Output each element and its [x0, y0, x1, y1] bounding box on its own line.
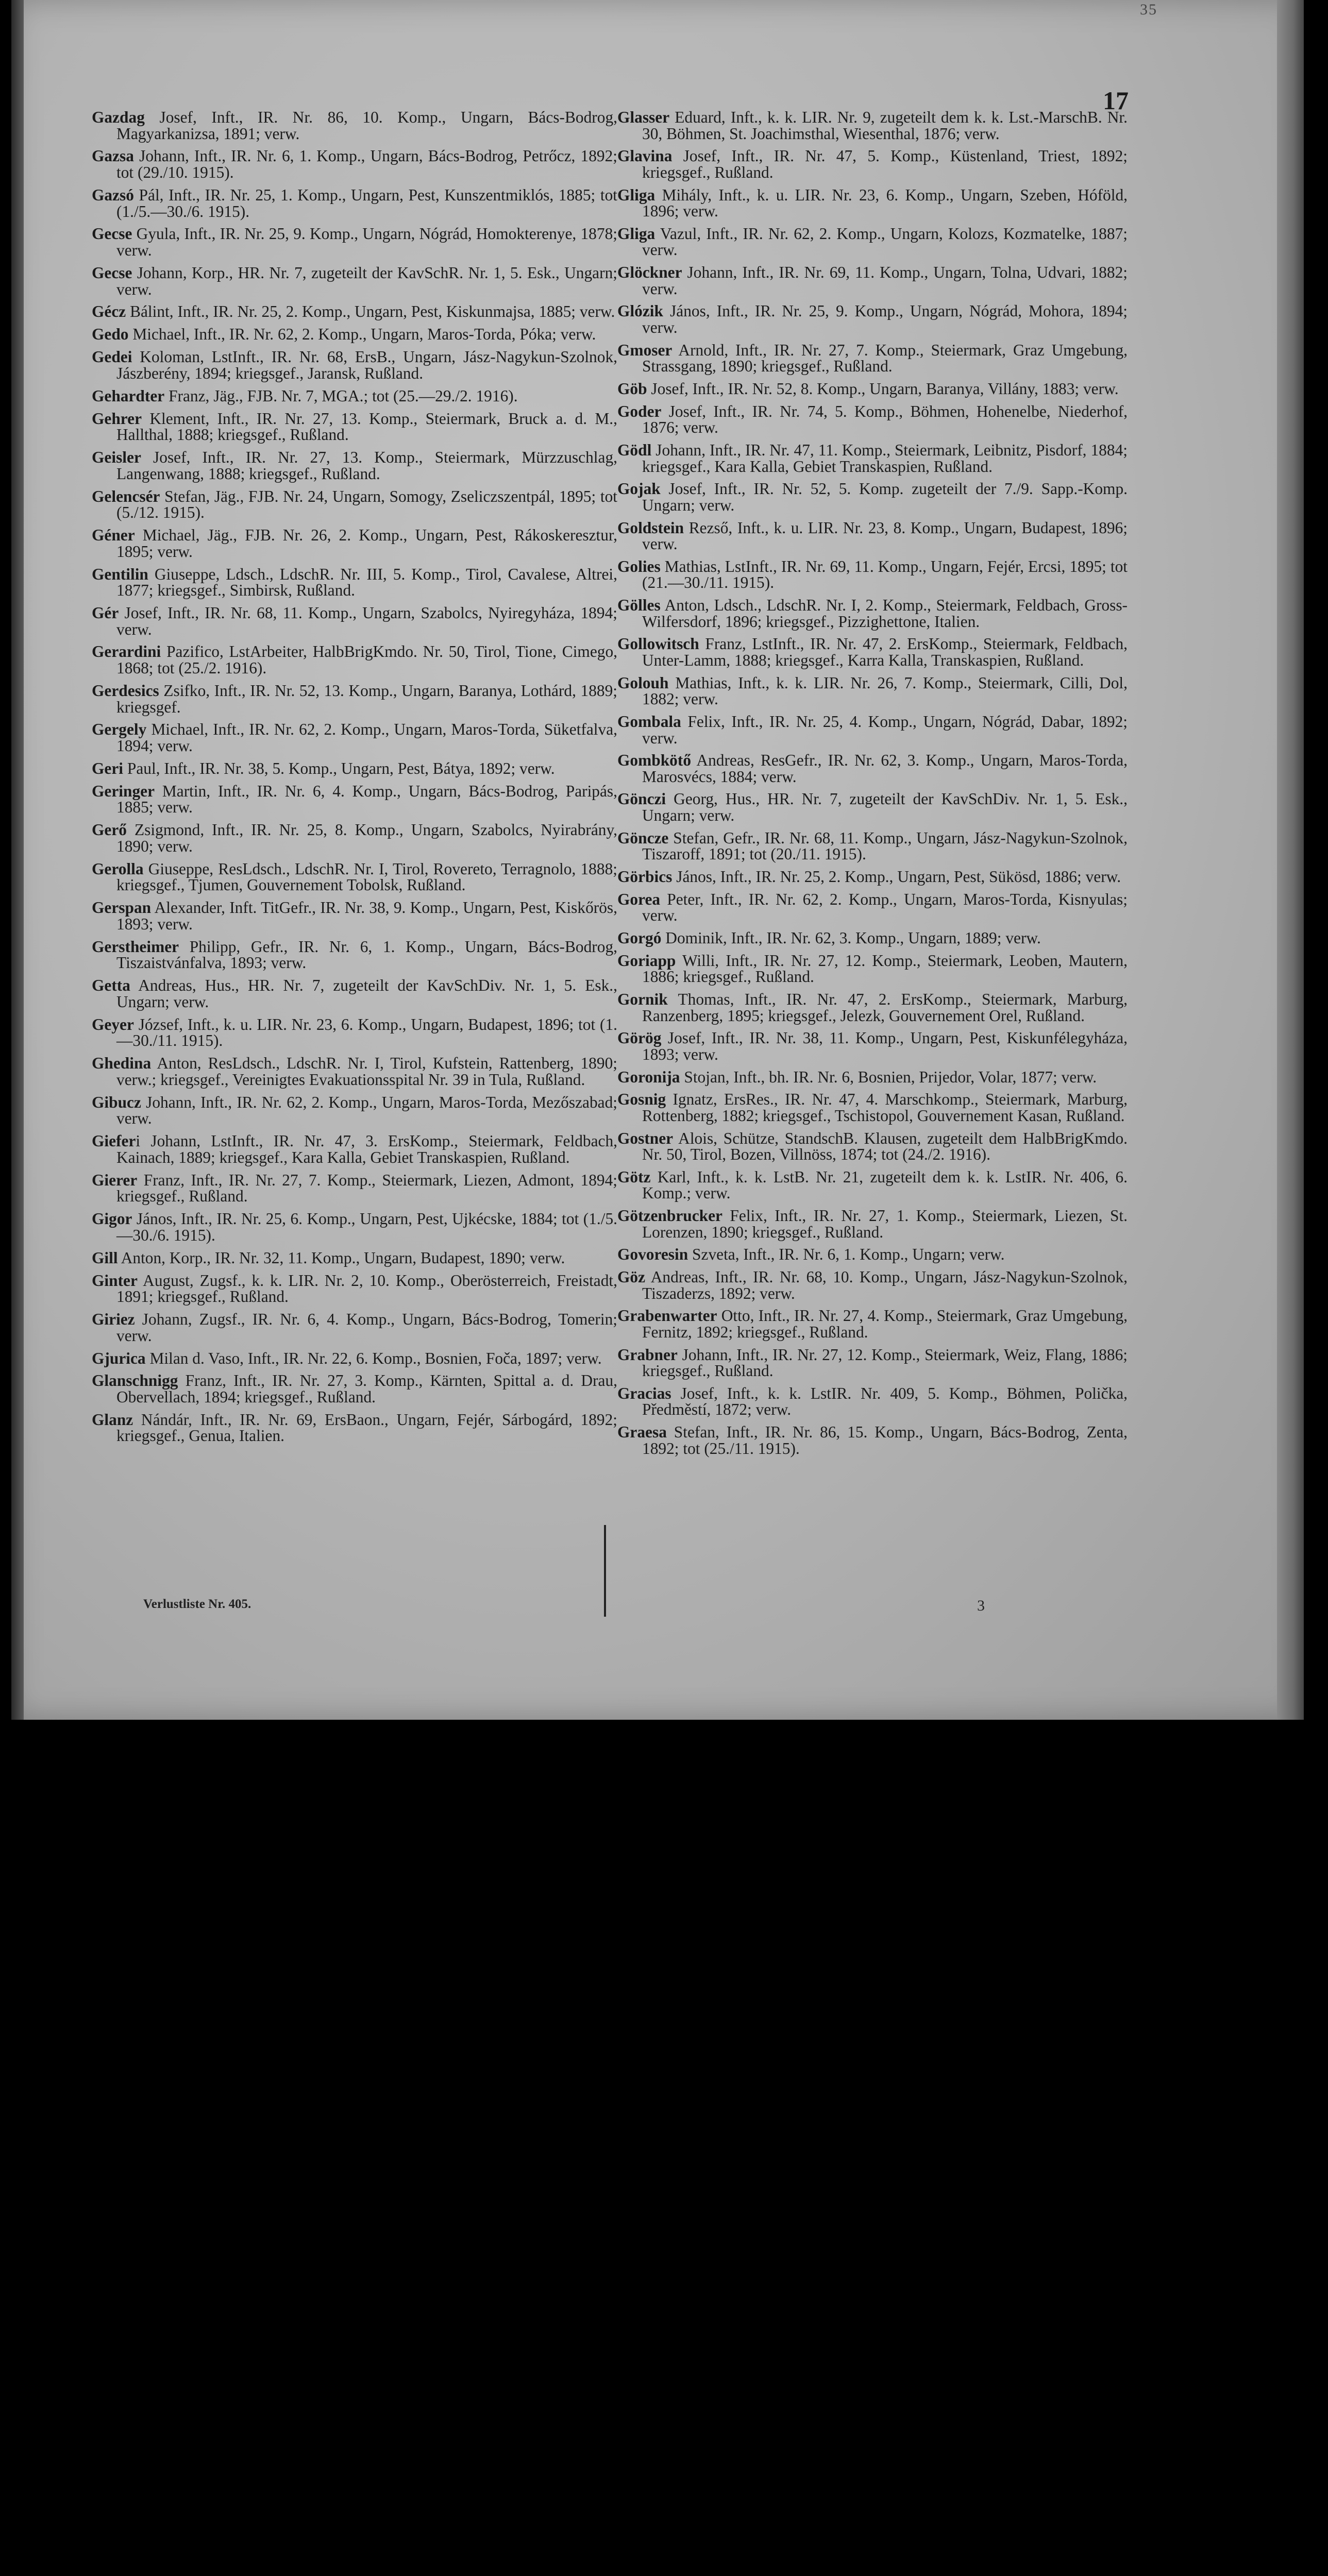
list-entry: [617, 953, 1128, 985]
entry-surname: Göb: [617, 379, 647, 398]
scanned-page: [11, 0, 1304, 1720]
list-entry: [92, 1133, 617, 1165]
entry-surname: Govoresin: [617, 1245, 688, 1264]
entry-surname: Gerardini: [92, 642, 161, 661]
list-entry: [92, 1016, 617, 1049]
entry-details: Michael, Inft., IR. Nr. 62, 2. Komp., Ungarn, Maros-Torda, Póka; verw.: [128, 325, 596, 344]
entry-surname: Gerstheimer: [92, 937, 179, 956]
list-entry: [617, 226, 1128, 258]
list-entry: [92, 148, 617, 180]
entry-details: Zsigmond, Inft., IR. Nr. 25, 8. Komp., Ungarn, Szabolcs, Nyirabrány, 1890; verw.: [116, 821, 617, 855]
entry-details: Josef, Inft., IR. Nr. 86, 10. Komp., Ungarn, Bács-Bodrog, Magyarkanizsa, 1891; verw.: [116, 108, 617, 143]
entry-surname: Gorea: [617, 890, 661, 908]
list-entry: [92, 1372, 617, 1405]
list-entry: [92, 643, 617, 676]
list-entry: [617, 520, 1128, 552]
entry-details: Josef, Inft., IR. Nr. 47, 5. Komp., Küstenland, Triest, 1892; kriegsgef., Rußland.: [642, 147, 1128, 181]
entry-details: Franz, Jäg., FJB. Nr. 7, MGA.; tot (25.—29./2. 1916).: [164, 386, 518, 405]
entry-surname: Gedei: [92, 348, 132, 366]
entry-details: Alexander, Inft. TitGefr., IR. Nr. 38, 9. Komp., Ungarn, Pest, Kiskőrös, 1893; verw.: [116, 899, 617, 933]
list-entry: [617, 1246, 1128, 1263]
list-entry: [92, 1172, 617, 1205]
entry-surname: Gorgó: [617, 929, 662, 947]
entry-surname: Gerspan: [92, 899, 152, 917]
entry-details: Josef, Inft., IR. Nr. 38, 11. Komp., Ungarn, Pest, Kiskunfélegyháza, 1893; verw.: [642, 1029, 1128, 1063]
entry-surname: Gjurica: [92, 1349, 146, 1367]
entry-surname: Gliga: [617, 185, 655, 204]
entry-details: i Johann, LstInft., IR. Nr. 47, 3. ErsKomp., Steiermark, Feldbach, Kainach, 1889; kriegsgef., Kara Kalla, Gebiet Transkaspien, Rußland.: [116, 1132, 617, 1166]
list-entry: [617, 442, 1128, 474]
list-entry: [92, 822, 617, 854]
left-column: [92, 109, 617, 1450]
entry-surname: Glasser: [617, 108, 670, 126]
list-entry: [92, 1094, 617, 1127]
entry-details: Franz, LstInft., IR. Nr. 47, 2. ErsKomp., Steiermark, Feldbach, Unter-Lamm, 1888; kriegsgef., Karra Kalla, Transkaspien, Rußland.: [642, 635, 1128, 669]
entry-surname: Glanschnigg: [92, 1371, 178, 1390]
list-entry: [617, 891, 1128, 924]
entry-surname: Goriapp: [617, 951, 676, 970]
entry-details: Koloman, LstInft., IR. Nr. 68, ErsB., Ungarn, Jász-Nagykun-Szolnok, Jászberény, 1894; kriegsgef., Jaransk, Rußland.: [116, 348, 617, 382]
list-entry: [92, 1211, 617, 1243]
entry-surname: Gönczi: [617, 790, 666, 808]
entry-surname: Geri: [92, 759, 124, 777]
list-entry: [92, 527, 617, 560]
list-entry: [92, 265, 617, 297]
entry-details: Franz, Inft., IR. Nr. 27, 3. Komp., Kärnten, Spittal a. d. Drau, Obervellach, 1894; kriegsgef., Rußland.: [116, 1371, 617, 1406]
entry-surname: Götz: [617, 1167, 651, 1186]
list-entry: [617, 1130, 1128, 1163]
entry-details: Andreas, ResGefr., IR. Nr. 62, 3. Komp., Ungarn, Maros-Torda, Marosvécs, 1884; verw.: [642, 751, 1128, 786]
entry-details: Mathias, LstInft., IR. Nr. 69, 11. Komp., Ungarn, Fejér, Ercsi, 1895; tot (21.—30./11. 1915).: [642, 557, 1128, 592]
entry-details: Pazifico, LstArbeiter, HalbBrigKmdo. Nr. 50, Tirol, Tione, Cimego, 1868; tot (25./2. 1916).: [116, 642, 617, 677]
entry-surname: Goder: [617, 402, 662, 420]
entry-details: Mathias, Inft., k. k. LIR. Nr. 26, 7. Komp., Steiermark, Cilli, Dol, 1882; verw.: [642, 673, 1128, 708]
list-entry: [617, 187, 1128, 219]
entry-surname: Glavina: [617, 147, 673, 165]
entry-surname: Gecse: [92, 263, 132, 282]
entry-surname: Gollowitsch: [617, 635, 699, 653]
entry-surname: Gosnig: [617, 1090, 666, 1109]
list-entry: [92, 783, 617, 816]
entry-surname: Getta: [92, 976, 130, 995]
entry-details: August, Zugsf., k. k. LIR. Nr. 2, 10. Komp., Oberösterreich, Freistadt, 1891; kriegsgef., Rußland.: [116, 1271, 617, 1306]
list-entry: [92, 900, 617, 932]
entry-details: Peter, Inft., IR. Nr. 62, 2. Komp., Ungarn, Maros-Torda, Kisnyulas; verw.: [642, 890, 1128, 925]
entry-details: Felix, Inft., IR. Nr. 27, 1. Komp., Steiermark, Liezen, St. Lorenzen, 1890; kriegsgef., Rußland.: [642, 1207, 1128, 1241]
entry-surname: Golies: [617, 557, 661, 575]
list-entry: [617, 381, 1128, 397]
entry-details: János, Inft., IR. Nr. 25, 2. Komp., Ungarn, Pest, Sükösd, 1886; verw.: [672, 868, 1121, 886]
list-entry: [617, 675, 1128, 707]
list-entry: [617, 264, 1128, 297]
entry-details: Ignatz, ErsRes., IR. Nr. 47, 4. Marschkomp., Steiermark, Marburg, Rottenberg, 1882; kriegsgef., Tschistopol, Gouvernement Kasan, Rußland.: [642, 1090, 1128, 1125]
entry-details: Giuseppe, ResLdsch., LdschR. Nr. I, Tirol, Rovereto, Terragnolo, 1888; kriegsgef., Tjumen, Gouvernement Tobolsk, Rußland.: [116, 859, 617, 894]
list-entry: [92, 861, 617, 893]
list-entry: [617, 1169, 1128, 1201]
list-entry: [92, 566, 617, 599]
entry-surname: Grabenwarter: [617, 1307, 717, 1325]
entry-details: Johann, Inft., IR. Nr. 69, 11. Komp., Ungarn, Tolna, Udvari, 1882; verw.: [642, 263, 1128, 298]
list-entry: [92, 411, 617, 443]
entry-surname: Gombkötő: [617, 751, 692, 770]
entry-surname: Görbics: [617, 868, 673, 886]
entry-details: Josef, Inft., IR. Nr. 68, 11. Komp., Ungarn, Szabolcs, Nyiregyháza, 1894; verw.: [116, 604, 617, 638]
list-entry: [617, 1269, 1128, 1301]
entry-surname: Giefer: [92, 1132, 136, 1150]
entry-surname: Gér: [92, 604, 119, 622]
entry-details: Johann, Inft., IR. Nr. 27, 12. Komp., Steiermark, Weiz, Flang, 1886; kriegsgef., Rußland.: [642, 1345, 1128, 1380]
entry-details: Johann, Inft., IR. Nr. 6, 1. Komp., Ungarn, Bács-Bodrog, Petrőcz, 1892; tot (29./10. 1915).: [116, 147, 617, 182]
entry-surname: Geringer: [92, 782, 155, 800]
entry-surname: Göncze: [617, 828, 669, 847]
list-entry: [617, 869, 1128, 885]
list-entry: [92, 349, 617, 381]
list-entry: [617, 1385, 1128, 1418]
entry-surname: Glöckner: [617, 263, 682, 282]
list-entry: [92, 1412, 617, 1444]
list-entry: [617, 1308, 1128, 1340]
entry-surname: Grabner: [617, 1345, 678, 1364]
entry-surname: Gliga: [617, 224, 655, 243]
entry-details: Michael, Jäg., FJB. Nr. 26, 2. Komp., Ungarn, Pest, Rákoskeresztur, 1895; verw.: [116, 526, 617, 561]
entry-surname: Goronija: [617, 1067, 680, 1086]
list-entry: [617, 1347, 1128, 1379]
entry-details: Milan d. Vaso, Inft., IR. Nr. 22, 6. Komp., Bosnien, Foča, 1897; verw.: [145, 1349, 602, 1367]
entry-surname: Gojak: [617, 480, 661, 498]
list-entry: [617, 403, 1128, 436]
entry-surname: Götzenbrucker: [617, 1207, 722, 1225]
entry-details: Anton, Korp., IR. Nr. 32, 11. Komp., Ungarn, Budapest, 1890; verw.: [117, 1248, 565, 1267]
entry-details: Josef, Inft., IR. Nr. 27, 13. Komp., Steiermark, Mürzzuschlag, Langenwang, 1888; kriegsgef., Rußland.: [116, 448, 617, 483]
list-entry: [617, 1208, 1128, 1240]
entry-surname: Gölles: [617, 596, 661, 615]
entry-details: Pál, Inft., IR. Nr. 25, 1. Komp., Ungarn, Pest, Kunszentmiklós, 1885; tot (1./5.—30./6. 1915).: [116, 185, 617, 221]
entry-surname: Ghedina: [92, 1054, 152, 1073]
entry-details: Klement, Inft., IR. Nr. 27, 13. Komp., Steiermark, Bruck a. d. M., Hallthal, 1888; kriegsgef., Rußland.: [116, 409, 617, 444]
entry-surname: Gecse: [92, 225, 132, 243]
entry-surname: Golouh: [617, 673, 669, 692]
entry-details: Georg, Hus., HR. Nr. 7, zugeteilt der KavSchDiv. Nr. 1, 5. Esk., Ungarn; verw.: [642, 790, 1128, 825]
list-entry: [617, 830, 1128, 862]
entry-details: Rezső, Inft., k. u. LIR. Nr. 23, 8. Komp., Ungarn, Budapest, 1896; verw.: [642, 518, 1128, 553]
entry-details: Stefan, Gefr., IR. Nr. 68, 11. Komp., Ungarn, Jász-Nagykun-Szolnok, Tiszaroff, 1891; tot (20./11. 1915).: [642, 828, 1128, 863]
list-entry: [92, 449, 617, 482]
list-entry: [617, 1030, 1128, 1062]
entry-details: Mihály, Inft., k. u. LIR. Nr. 23, 6. Komp., Ungarn, Szeben, Hóföld, 1896; verw.: [642, 185, 1128, 221]
list-entry: [617, 1069, 1128, 1086]
list-footer: Verlustliste Nr. 405.: [143, 1597, 251, 1611]
list-entry: [617, 752, 1128, 785]
entry-details: Karl, Inft., k. k. LstB. Nr. 21, zugeteilt dem k. k. LstIR. Nr. 406, 6. Komp.; verw.: [642, 1167, 1128, 1202]
entry-surname: Gehardter: [92, 386, 165, 405]
list-entry: [92, 1273, 617, 1305]
entry-surname: Gécz: [92, 302, 126, 321]
list-entry: [92, 683, 617, 715]
list-entry: [617, 714, 1128, 746]
entry-details: Johann, Korp., HR. Nr. 7, zugeteilt der KavSchR. Nr. 1, 5. Esk., Ungarn; verw.: [116, 263, 617, 298]
list-entry: [92, 1350, 617, 1367]
entry-surname: Geyer: [92, 1015, 134, 1033]
entry-surname: Gedo: [92, 325, 129, 344]
entry-surname: Glózik: [617, 302, 663, 320]
entry-details: János, Inft., IR. Nr. 25, 9. Komp., Ungarn, Nógrád, Mohora, 1894; verw.: [642, 302, 1128, 336]
entry-details: Michael, Inft., IR. Nr. 62, 2. Komp., Ungarn, Maros-Torda, Süketfalva, 1894; verw.: [116, 720, 617, 755]
entry-details: Vazul, Inft., IR. Nr. 62, 2. Komp., Ungarn, Kolozs, Kozmatelke, 1887; verw.: [642, 224, 1128, 259]
entry-surname: Gigor: [92, 1210, 132, 1228]
entry-details: Franz, Inft., IR. Nr. 27, 7. Komp., Steiermark, Liezen, Admont, 1894; kriegsgef., Rußland.: [116, 1171, 617, 1206]
sheet-number: 3: [977, 1597, 985, 1614]
list-entry: [617, 930, 1128, 946]
list-entry: [617, 558, 1128, 591]
entry-surname: Glanz: [92, 1410, 133, 1429]
list-entry: [92, 187, 617, 219]
entry-details: Josef, Inft., k. k. LstIR. Nr. 409, 5. Komp., Böhmen, Polička, Předměstí, 1872; verw.: [642, 1384, 1128, 1419]
entry-surname: Göz: [617, 1268, 646, 1286]
page-number: 17: [1103, 86, 1129, 115]
list-entry: [92, 488, 617, 521]
entry-details: Alois, Schütze, StandschB. Klausen, zugeteilt dem HalbBrigKmdo. Nr. 50, Tirol, Bozen, Villnöss, 1874; tot (24./2. 1916).: [642, 1129, 1128, 1164]
entry-surname: Gehrer: [92, 409, 142, 428]
entry-details: Bálint, Inft., IR. Nr. 25, 2. Komp., Ungarn, Pest, Kiskunmajsa, 1885; verw.: [126, 302, 615, 321]
list-entry: [92, 977, 617, 1010]
entry-surname: Gostner: [617, 1129, 674, 1147]
entry-details: Andreas, Hus., HR. Nr. 7, zugeteilt der KavSchDiv. Nr. 1, 5. Esk., Ungarn; verw.: [116, 976, 617, 1011]
list-entry: [92, 721, 617, 754]
entry-details: Josef, Inft., IR. Nr. 52, 5. Komp. zugeteilt der 7./9. Sapp.-Komp. Ungarn; verw.: [642, 480, 1128, 514]
list-entry: [617, 342, 1128, 375]
entry-surname: Gerő: [92, 821, 127, 839]
entry-surname: Geisler: [92, 448, 141, 467]
entry-details: Johann, Inft., IR. Nr. 62, 2. Komp., Ungarn, Maros-Torda, Mezőszabad; verw.: [116, 1093, 617, 1128]
entry-details: Paul, Inft., IR. Nr. 38, 5. Komp., Ungarn, Pest, Bátya, 1892; verw.: [123, 759, 555, 777]
entry-surname: Gierer: [92, 1171, 138, 1189]
entry-surname: Goldstein: [617, 518, 684, 537]
entry-surname: Gentilin: [92, 565, 148, 583]
entry-surname: Gombala: [617, 712, 681, 731]
entry-surname: Görög: [617, 1029, 662, 1047]
entry-details: Andreas, Inft., IR. Nr. 68, 10. Komp., Ungarn, Jász-Nagykun-Szolnok, Tiszaderzs, 1892; verw.: [642, 1268, 1128, 1302]
entry-surname: Gazsa: [92, 147, 134, 165]
entry-details: Johann, Inft., IR. Nr. 47, 11. Komp., Steiermark, Leibnitz, Pisdorf, 1884; kriegsgef., Kara Kalla, Gebiet Transkaspien, Rußland.: [642, 440, 1128, 476]
entry-details: János, Inft., IR. Nr. 25, 6. Komp., Ungarn, Pest, Ujkécske, 1884; tot (1./5.—30./6. 1915).: [116, 1210, 617, 1244]
list-entry: [617, 481, 1128, 513]
corner-page-marker: 35: [1140, 1, 1157, 18]
list-entry: [92, 109, 617, 142]
entry-details: Giuseppe, Ldsch., LdschR. Nr. III, 5. Komp., Tirol, Cavalese, Altrei, 1877; kriegsgef., Simbirsk, Rußland.: [116, 565, 617, 600]
list-entry: [617, 148, 1128, 180]
entry-surname: Ginter: [92, 1271, 138, 1290]
list-entry: [92, 760, 617, 777]
entry-surname: Giriez: [92, 1310, 135, 1329]
list-entry: [92, 388, 617, 404]
entry-surname: Gazsó: [92, 185, 134, 204]
entry-details: Zsifko, Inft., IR. Nr. 52, 13. Komp., Ungarn, Baranya, Lothárd, 1889; kriegsgef.: [116, 681, 617, 716]
entry-details: Szveta, Inft., IR. Nr. 6, 1. Komp., Ungarn; verw.: [688, 1245, 1005, 1264]
entry-surname: Graesa: [617, 1423, 667, 1442]
list-entry: [617, 1424, 1128, 1456]
entry-details: Martin, Inft., IR. Nr. 6, 4. Komp., Ungarn, Bács-Bodrog, Paripás, 1885; verw.: [116, 782, 617, 817]
right-column: [617, 109, 1128, 1463]
entry-details: Willi, Inft., IR. Nr. 27, 12. Komp., Steiermark, Leoben, Mautern, 1886; kriegsgef., Rußland.: [642, 951, 1128, 986]
list-entry: [617, 1091, 1128, 1124]
list-entry: [617, 109, 1128, 142]
list-entry: [92, 939, 617, 971]
entry-surname: Gazdag: [92, 108, 145, 126]
list-entry: [617, 791, 1128, 823]
list-entry: [92, 326, 617, 343]
entry-surname: Gornik: [617, 990, 668, 1008]
entry-details: Stojan, Inft., bh. IR. Nr. 6, Bosnien, Prijedor, Volar, 1877; verw.: [680, 1067, 1097, 1086]
viewer-footer: [0, 1720, 1328, 1828]
entry-details: Stefan, Jäg., FJB. Nr. 24, Ungarn, Somogy, Zseliczszentpál, 1895; tot (5./12. 1915).: [116, 487, 617, 522]
entry-surname: Gelencsér: [92, 487, 160, 505]
entry-details: Anton, ResLdsch., LdschR. Nr. I, Tirol, Kufstein, Rattenberg, 1890; verw.; kriegsgef., Vereinigtes Evakuationsspital Nr. 39 in Tula, Rußland.: [116, 1054, 617, 1089]
list-entry: [92, 226, 617, 258]
entry-details: Gyula, Inft., IR. Nr. 25, 9. Komp., Ungarn, Nógrád, Homokterenye, 1878; verw.: [116, 225, 617, 260]
list-entry: [92, 1055, 617, 1088]
entry-details: Thomas, Inft., IR. Nr. 47, 2. ErsKomp., Steiermark, Marburg, Ranzenberg, 1895; kriegsgef., Jelezk, Gouvernement Orel, Rußland.: [642, 990, 1128, 1025]
entry-details: Arnold, Inft., IR. Nr. 27, 7. Komp., Steiermark, Graz Umgebung, Strassgang, 1890; kriegsgef., Rußland.: [642, 341, 1128, 376]
list-entry: [92, 605, 617, 637]
entry-surname: Gill: [92, 1248, 118, 1267]
entry-details: Josef, Inft., IR. Nr. 74, 5. Komp., Böhmen, Hohenelbe, Niederhof, 1876; verw.: [642, 402, 1128, 437]
entry-surname: Gerdesics: [92, 681, 159, 700]
entry-details: Felix, Inft., IR. Nr. 25, 4. Komp., Ungarn, Nógrád, Dabar, 1892; verw.: [642, 712, 1128, 747]
list-entry: [617, 991, 1128, 1024]
entry-surname: Gracias: [617, 1384, 671, 1402]
list-entry: [92, 303, 617, 320]
entry-details: József, Inft., k. u. LIR. Nr. 23, 6. Komp., Ungarn, Budapest, 1896; tot (1.—30./11. 1915).: [116, 1015, 617, 1050]
entry-details: Nándár, Inft., IR. Nr. 69, ErsBaon., Ungarn, Fejér, Sárbogárd, 1892; kriegsgef., Genua, Italien.: [116, 1410, 617, 1445]
column-divider: [604, 1525, 606, 1617]
entry-details: Eduard, Inft., k. k. LIR. Nr. 9, zugeteilt dem k. k. Lst.-MarschB. Nr. 30, Böhmen, St. Joachimsthal, Wiesenthal, 1876; verw.: [642, 108, 1128, 143]
entry-details: Johann, Zugsf., IR. Nr. 6, 4. Komp., Ungarn, Bács-Bodrog, Tomerin; verw.: [116, 1310, 617, 1345]
entry-surname: Gmoser: [617, 341, 673, 359]
entry-surname: Géner: [92, 526, 135, 545]
entry-details: Philipp, Gefr., IR. Nr. 6, 1. Komp., Ungarn, Bács-Bodrog, Tiszaistvánfalva, 1893; verw.: [116, 937, 617, 972]
entry-surname: Gerolla: [92, 859, 144, 878]
entry-details: Otto, Inft., IR. Nr. 27, 4. Komp., Steiermark, Graz Umgebung, Fernitz, 1892; kriegsgef., Rußland.: [642, 1307, 1128, 1341]
list-entry: [617, 303, 1128, 335]
page-spine-shadow: [11, 0, 24, 1720]
entry-surname: Gibucz: [92, 1093, 141, 1111]
list-entry: [617, 597, 1128, 630]
entry-surname: Gödl: [617, 440, 652, 459]
entry-details: Josef, Inft., IR. Nr. 52, 8. Komp., Ungarn, Baranya, Villány, 1883; verw.: [647, 379, 1119, 398]
entry-details: Stefan, Inft., IR. Nr. 86, 15. Komp., Ungarn, Bács-Bodrog, Zenta, 1892; tot (25./11. 1915).: [642, 1423, 1128, 1458]
list-entry: [617, 636, 1128, 668]
entry-details: Anton, Ldsch., LdschR. Nr. I, 2. Komp., Steiermark, Feldbach, Gross-Wilfersdorf, 1896; kriegsgef., Pizzighettone, Italien.: [642, 596, 1128, 631]
entry-surname: Gergely: [92, 720, 147, 739]
page-edge: [1277, 0, 1304, 1720]
list-entry: [92, 1311, 617, 1344]
list-entry: [92, 1250, 617, 1266]
entry-details: Dominik, Inft., IR. Nr. 62, 3. Komp., Ungarn, 1889; verw.: [661, 929, 1041, 947]
